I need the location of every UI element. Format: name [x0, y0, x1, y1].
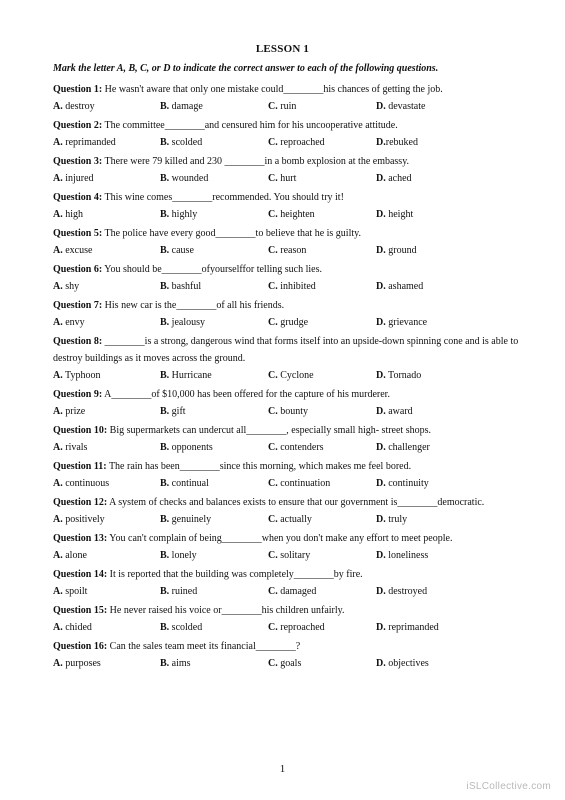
answer-option	[268, 583, 376, 600]
option-letter: B.	[160, 370, 170, 381]
option-letter: D.	[376, 550, 386, 561]
option-letter: C.	[268, 173, 278, 184]
answer-option	[376, 367, 523, 384]
option-letter: D.	[376, 622, 386, 633]
lesson-title: LESSON 1	[255, 43, 310, 55]
question-label: Question 10:	[53, 425, 108, 436]
option-text: alone	[62, 550, 87, 561]
question-text: There were 79 killed and 230 ________in a bomb explosion at the embassy.	[102, 156, 410, 167]
question-block	[53, 117, 523, 151]
option-text: ground	[385, 245, 417, 256]
option-text: ruined	[169, 586, 198, 597]
answer-options	[53, 134, 523, 151]
answer-option	[268, 547, 376, 564]
option-letter: B.	[160, 173, 170, 184]
answer-options	[53, 242, 523, 259]
option-letter: A.	[53, 586, 63, 597]
option-text: Tornado	[385, 370, 422, 381]
option-text: actually	[277, 514, 312, 525]
answer-option	[53, 134, 160, 151]
option-letter: A.	[53, 101, 63, 112]
option-text: reprimanded	[62, 137, 116, 148]
question-block	[53, 333, 523, 384]
option-letter: D.	[376, 317, 386, 328]
question-text: You can't complain of being________when you don't make any effort to meet people.	[107, 533, 453, 544]
option-text: spoilt	[62, 586, 88, 597]
answer-option	[268, 278, 376, 295]
question-stem	[53, 297, 523, 314]
option-text: envy	[62, 317, 85, 328]
answer-option	[160, 170, 268, 187]
option-letter: D.	[376, 514, 386, 525]
option-text: award	[385, 406, 413, 417]
answer-options	[53, 475, 523, 492]
option-letter: B.	[160, 137, 170, 148]
question-stem	[53, 117, 523, 134]
answer-option	[268, 439, 376, 456]
answer-option	[160, 583, 268, 600]
option-text: devastate	[385, 101, 426, 112]
option-text: purposes	[62, 658, 101, 669]
option-text: bounty	[277, 406, 309, 417]
option-letter: C.	[268, 370, 278, 381]
question-label: Question 5:	[53, 228, 103, 239]
answer-option	[53, 98, 160, 115]
answer-option	[376, 547, 523, 564]
option-text: ruin	[277, 101, 297, 112]
option-letter: D.	[376, 245, 386, 256]
option-text: goals	[277, 658, 302, 669]
page-number: 1	[279, 763, 286, 775]
question-text: The rain has been________since this morning, which makes me feel bored.	[106, 461, 412, 472]
answer-option	[268, 475, 376, 492]
answer-option	[268, 206, 376, 223]
question-block	[53, 422, 523, 456]
option-text: rivals	[62, 442, 88, 453]
option-text: reproached	[277, 137, 325, 148]
option-letter: A.	[53, 478, 63, 489]
option-text: grievance	[385, 317, 428, 328]
option-letter: D.	[376, 173, 386, 184]
option-text: wounded	[169, 173, 209, 184]
question-stem	[53, 333, 523, 367]
option-text: continuity	[385, 478, 429, 489]
answer-option	[376, 170, 523, 187]
option-letter: A.	[53, 137, 63, 148]
option-text: shy	[62, 281, 80, 292]
option-text: lonely	[169, 550, 197, 561]
answer-option	[268, 314, 376, 331]
option-text: continuation	[277, 478, 331, 489]
answer-option	[53, 619, 160, 636]
answer-option	[376, 278, 523, 295]
answer-option	[268, 619, 376, 636]
question-block	[53, 602, 523, 636]
answer-option	[53, 170, 160, 187]
option-text: bashful	[169, 281, 202, 292]
answer-options	[53, 547, 523, 564]
option-text: contenders	[277, 442, 324, 453]
question-block	[53, 189, 523, 223]
option-text: highly	[169, 209, 198, 220]
option-letter: A.	[53, 658, 63, 669]
option-letter: B.	[160, 514, 170, 525]
option-text: ashamed	[385, 281, 424, 292]
answer-option	[160, 439, 268, 456]
option-text: destroyed	[385, 586, 428, 597]
option-letter: A.	[53, 370, 63, 381]
question-text: He wasn't aware that only one mistake could________his chances of getting the job.	[102, 84, 443, 95]
question-stem	[53, 81, 523, 98]
answer-option	[160, 98, 268, 115]
option-letter: C.	[268, 281, 278, 292]
answer-option	[376, 98, 523, 115]
option-letter: C.	[268, 478, 278, 489]
option-letter: A.	[53, 514, 63, 525]
answer-option	[268, 403, 376, 420]
option-letter: C.	[268, 514, 278, 525]
option-letter: D.	[376, 658, 386, 669]
answer-options	[53, 439, 523, 456]
answer-option	[376, 655, 523, 672]
question-label: Question 6:	[53, 264, 103, 275]
option-letter: D.	[376, 209, 386, 220]
answer-option	[160, 619, 268, 636]
option-letter: B.	[160, 281, 170, 292]
option-text: opponents	[169, 442, 213, 453]
question-stem	[53, 386, 523, 403]
question-text: A________of $10,000 has been offered for the capture of his murderer.	[102, 389, 390, 400]
answer-option	[53, 439, 160, 456]
option-letter: A.	[53, 173, 63, 184]
answer-option	[160, 547, 268, 564]
option-letter: A.	[53, 442, 63, 453]
answer-option	[53, 278, 160, 295]
option-letter: C.	[268, 622, 278, 633]
question-block	[53, 386, 523, 420]
answer-options	[53, 655, 523, 672]
option-letter: C.	[268, 137, 278, 148]
question-block	[53, 530, 523, 564]
answer-options	[53, 511, 523, 528]
option-text: prize	[62, 406, 86, 417]
option-letter: C.	[268, 317, 278, 328]
question-text: It is reported that the building was completely________by fire.	[107, 569, 363, 580]
option-text: heighten	[277, 209, 315, 220]
question-label: Question 2:	[53, 120, 103, 131]
question-stem	[53, 225, 523, 242]
option-text: Hurricane	[169, 370, 212, 381]
option-letter: B.	[160, 550, 170, 561]
option-letter: A.	[53, 622, 63, 633]
answer-options	[53, 278, 523, 295]
option-text: truly	[385, 514, 408, 525]
option-text: continual	[169, 478, 209, 489]
answer-option	[53, 367, 160, 384]
option-letter: B.	[160, 478, 170, 489]
answer-options	[53, 170, 523, 187]
question-text: Big supermarkets can undercut all________, especially small high- street shops.	[107, 425, 431, 436]
question-block	[53, 494, 523, 528]
answer-option	[268, 655, 376, 672]
option-letter: B.	[160, 442, 170, 453]
option-text: scolded	[169, 137, 203, 148]
option-letter: C.	[268, 658, 278, 669]
answer-option	[160, 511, 268, 528]
option-text: continuous	[62, 478, 110, 489]
option-text: gift	[169, 406, 186, 417]
option-letter: D.	[376, 370, 386, 381]
question-label: Question 3:	[53, 156, 103, 167]
answer-option	[376, 511, 523, 528]
option-letter: C.	[268, 442, 278, 453]
answer-option	[53, 511, 160, 528]
question-text: The committee________and censured him for his uncooperative attitude.	[102, 120, 398, 131]
question-block	[53, 81, 523, 115]
option-text: objectives	[385, 658, 429, 669]
question-label: Question 1:	[53, 84, 103, 95]
option-text: injured	[62, 173, 94, 184]
answer-option	[376, 403, 523, 420]
question-block	[53, 458, 523, 492]
option-text: positively	[62, 514, 105, 525]
option-letter: B.	[160, 406, 170, 417]
answer-option	[376, 242, 523, 259]
question-label: Question 13:	[53, 533, 108, 544]
question-text: ________is a strong, dangerous wind that forms itself into an upside-down spinning cone and is able to destroy buildings as it moves across the ground.	[53, 336, 519, 364]
answer-option	[160, 242, 268, 259]
option-letter: B.	[160, 245, 170, 256]
option-text: genuinely	[169, 514, 212, 525]
option-letter: B.	[160, 658, 170, 669]
option-text: ached	[385, 173, 412, 184]
question-stem	[53, 494, 523, 511]
option-text: chided	[62, 622, 92, 633]
option-text: challenger	[385, 442, 430, 453]
option-letter: B.	[160, 586, 170, 597]
option-text: reproached	[277, 622, 325, 633]
option-letter: A.	[53, 406, 63, 417]
question-block	[53, 261, 523, 295]
option-text: destroy	[62, 101, 95, 112]
option-text: cause	[169, 245, 194, 256]
question-stem	[53, 422, 523, 439]
option-text: height	[385, 209, 414, 220]
option-text: jealousy	[169, 317, 205, 328]
question-label: Question 7:	[53, 300, 103, 311]
answer-option	[160, 206, 268, 223]
answer-options	[53, 367, 523, 384]
option-letter: A.	[53, 245, 63, 256]
answer-option	[160, 655, 268, 672]
answer-option	[53, 475, 160, 492]
watermark-logo: iSLCollective.com	[466, 781, 551, 792]
answer-option	[268, 367, 376, 384]
answer-option	[160, 475, 268, 492]
question-text: This wine comes________recommended. You should try it!	[102, 192, 344, 203]
question-text: He never raised his voice or________his children unfairly.	[107, 605, 345, 616]
question-stem	[53, 153, 523, 170]
option-text: reason	[277, 245, 307, 256]
option-letter: D.	[376, 586, 386, 597]
question-stem	[53, 530, 523, 547]
option-text: Cyclone	[277, 370, 314, 381]
option-text: excuse	[62, 245, 93, 256]
option-letter: C.	[268, 245, 278, 256]
instructions: Mark the letter A, B, C, or D to indicate the correct answer to each of the following questions.	[53, 63, 439, 74]
question-label: Question 11:	[53, 461, 107, 472]
answer-option	[376, 475, 523, 492]
question-label: Question 15:	[53, 605, 108, 616]
answer-option	[268, 98, 376, 115]
answer-option	[376, 583, 523, 600]
question-stem	[53, 189, 523, 206]
answer-option	[160, 278, 268, 295]
question-stem	[53, 602, 523, 619]
option-letter: C.	[268, 209, 278, 220]
question-label: Question 9:	[53, 389, 103, 400]
answer-option	[376, 206, 523, 223]
option-letter: D.	[376, 406, 386, 417]
option-letter: C.	[268, 101, 278, 112]
option-letter: B.	[160, 101, 170, 112]
option-letter: A.	[53, 209, 63, 220]
option-text: high	[62, 209, 84, 220]
question-text: The police have every good________to believe that he is guilty.	[102, 228, 361, 239]
answer-options	[53, 314, 523, 331]
option-letter: D.	[376, 137, 386, 148]
answer-option	[376, 619, 523, 636]
option-letter: C.	[268, 550, 278, 561]
option-letter: D.	[376, 478, 386, 489]
option-letter: A.	[53, 281, 63, 292]
option-text: damaged	[277, 586, 317, 597]
question-stem	[53, 261, 523, 278]
question-stem	[53, 458, 523, 475]
answer-option	[53, 206, 160, 223]
answer-option	[53, 583, 160, 600]
answer-options	[53, 583, 523, 600]
option-text: rebuked	[385, 137, 418, 148]
answer-option	[53, 403, 160, 420]
question-label: Question 8:	[53, 336, 103, 347]
question-block	[53, 225, 523, 259]
option-text: damage	[169, 101, 203, 112]
answer-option	[268, 134, 376, 151]
option-text: hurt	[277, 173, 297, 184]
option-letter: D.	[376, 101, 386, 112]
question-list	[53, 81, 523, 674]
question-label: Question 4:	[53, 192, 103, 203]
question-label: Question 14:	[53, 569, 108, 580]
question-stem	[53, 566, 523, 583]
question-text: You should be________ofyourselffor telling such lies.	[102, 264, 322, 275]
answer-option	[53, 314, 160, 331]
answer-option	[376, 314, 523, 331]
question-stem	[53, 638, 523, 655]
option-letter: A.	[53, 550, 63, 561]
option-letter: B.	[160, 622, 170, 633]
answer-option	[160, 403, 268, 420]
answer-option	[160, 367, 268, 384]
answer-option	[53, 547, 160, 564]
option-letter: A.	[53, 317, 63, 328]
answer-option	[53, 242, 160, 259]
option-letter: B.	[160, 209, 170, 220]
option-text: inhibited	[277, 281, 316, 292]
answer-options	[53, 619, 523, 636]
answer-option	[160, 134, 268, 151]
question-block	[53, 297, 523, 331]
answer-option	[268, 511, 376, 528]
option-letter: C.	[268, 586, 278, 597]
question-block	[53, 638, 523, 672]
question-block	[53, 153, 523, 187]
answer-options	[53, 403, 523, 420]
question-label: Question 16:	[53, 641, 108, 652]
question-text: A system of checks and balances exists to ensure that our government is________democratic.	[107, 497, 485, 508]
option-text: Typhoon	[62, 370, 101, 381]
option-letter: C.	[268, 406, 278, 417]
answer-option	[160, 314, 268, 331]
question-block	[53, 566, 523, 600]
option-letter: D.	[376, 442, 386, 453]
answer-option	[376, 134, 523, 151]
option-text: solitary	[277, 550, 311, 561]
question-text: His new car is the________of all his friends.	[102, 300, 285, 311]
question-label: Question 12:	[53, 497, 108, 508]
option-text: aims	[169, 658, 191, 669]
option-letter: B.	[160, 317, 170, 328]
answer-option	[268, 242, 376, 259]
answer-options	[53, 98, 523, 115]
answer-options	[53, 206, 523, 223]
option-text: loneliness	[385, 550, 429, 561]
option-text: scolded	[169, 622, 203, 633]
answer-option	[376, 439, 523, 456]
answer-option	[268, 170, 376, 187]
option-text: reprimanded	[385, 622, 439, 633]
question-text: Can the sales team meet its financial________?	[107, 641, 301, 652]
option-text: grudge	[277, 317, 309, 328]
option-letter: D.	[376, 281, 386, 292]
answer-option	[53, 655, 160, 672]
